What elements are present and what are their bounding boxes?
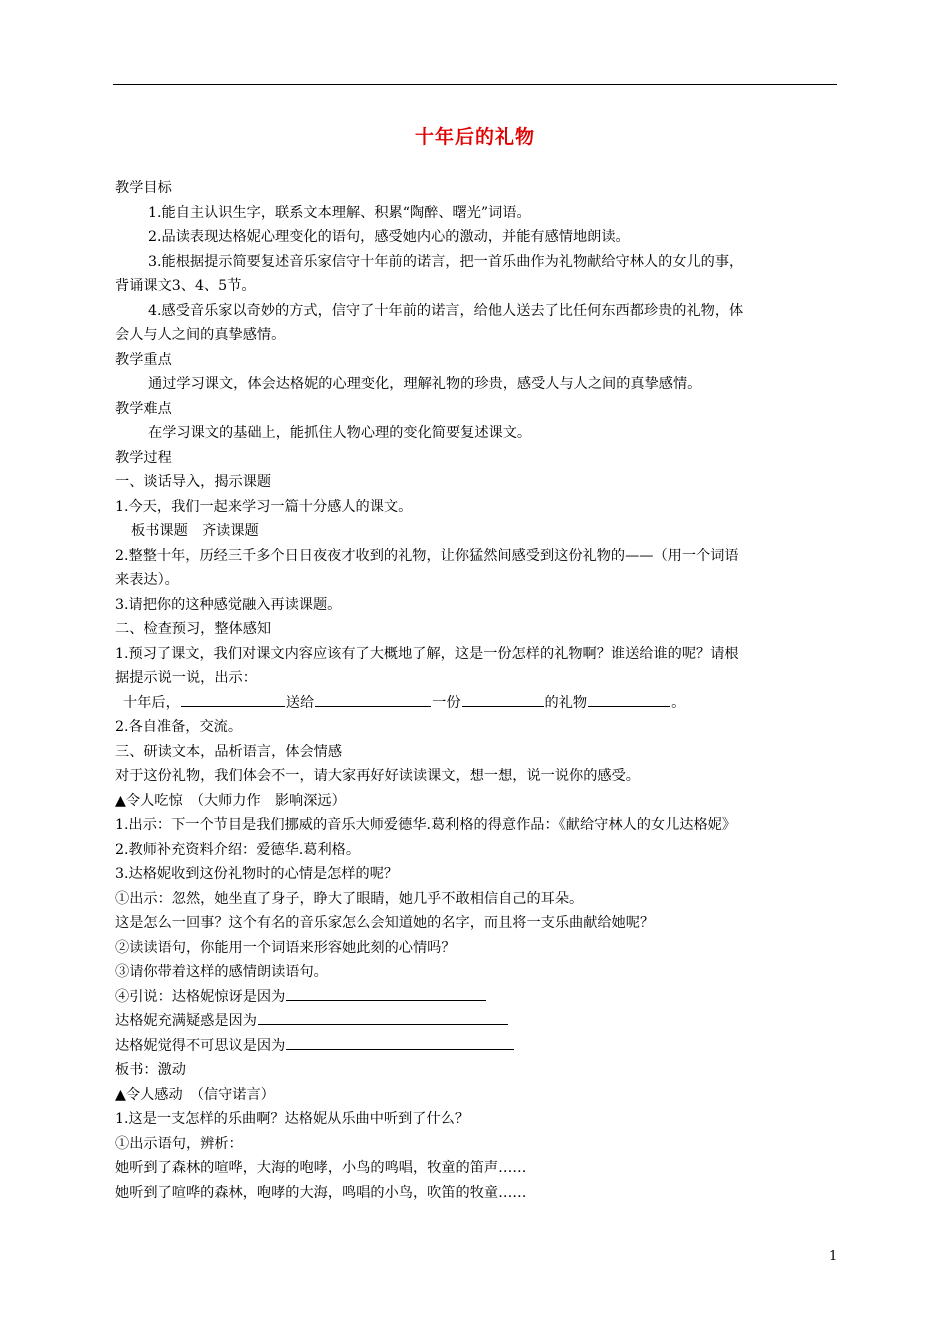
paragraph: 在学习课文的基础上，能抓住人物心理的变化简要复述课文。: [148, 425, 532, 441]
paragraph: 2.各自准备，交流。: [115, 719, 243, 735]
objective-item: 4.感受音乐家以奇妙的方式，信守了十年前的诺言，给他人送去了比任何东西都珍贵的礼物，体: [148, 302, 744, 319]
subsection-heading: 一、谈话导入，揭示课题: [115, 474, 272, 490]
fill-text: ④引说：达格妮惊讶是因为: [115, 988, 286, 1005]
paragraph: 1.今天，我们一起来学习一篇十分感人的课文。: [115, 498, 413, 515]
fill-in-line: [115, 1009, 839, 1034]
paragraph: ③请你带着这样的感情朗读语句。: [115, 964, 328, 980]
fill-blank: [286, 1035, 514, 1050]
page-title: 十年后的礼物: [414, 126, 535, 148]
fill-blank: [462, 692, 544, 707]
paragraph: 2.整整十年，历经三千多个日日夜夜才收到的礼物，让你猛然间感受到这份礼物的——（用一个词语: [115, 547, 739, 564]
paragraph: 板书：激动: [115, 1062, 186, 1078]
subsection-heading: 二、检查预习，整体感知: [115, 621, 272, 637]
fill-text: 达格妮充满疑惑是因为: [115, 1013, 257, 1029]
objective-item: 1.能自主认识生字，联系文本理解、积累“陶醉、曙光”词语。: [148, 204, 531, 221]
fill-text: 。: [671, 694, 686, 711]
paragraph: 板书课题 齐读课题: [131, 523, 259, 539]
fill-in-line: [115, 985, 839, 1010]
fill-blank: [258, 1010, 508, 1025]
paragraph: 通过学习课文，体会达格妮的心理变化，理解礼物的珍贵，感受人与人之间的真挚感情。: [148, 376, 702, 392]
objective-item-cont: 会人与人之间的真挚感情。: [115, 327, 286, 343]
objective-item: 2.品读表现达格妮心理变化的语句，感受她内心的激动，并能有感情地朗读。: [148, 229, 630, 245]
fill-text: 十年后，: [123, 694, 180, 711]
header-rule: [113, 84, 837, 85]
paragraph: ①出示语句，辨析：: [115, 1135, 243, 1152]
fill-text: 的礼物: [544, 694, 588, 711]
paragraph: 对于这份礼物，我们体会不一，请大家再好好读读课文，想一想，说一说你的感受。: [115, 768, 640, 784]
section-heading: 教学过程: [115, 449, 172, 466]
objective-item-cont: 背诵课文3、4、5节。: [115, 278, 256, 294]
paragraph: 3.请把你的这种感觉融入再读课题。: [115, 596, 342, 613]
document-body: [115, 176, 839, 1205]
section-heading: 教学重点: [115, 351, 172, 368]
page-number: 1: [829, 1249, 838, 1264]
paragraph: 来表达）。: [115, 572, 179, 588]
paragraph: 她听到了喧哗的森林，咆哮的大海，鸣唱的小鸟，吹笛的牧童……: [115, 1184, 527, 1201]
section-heading: 教学目标: [115, 180, 172, 196]
point-heading: ▲令人吃惊 （大师力作 影响深远）: [115, 792, 346, 809]
fill-text: 送给: [285, 694, 315, 711]
fill-blank: [588, 692, 670, 707]
fill-in-sentence: [115, 691, 839, 716]
paragraph: 她听到了森林的喧哗，大海的咆哮，小鸟的鸣唱，牧童的笛声……: [115, 1160, 527, 1176]
fill-text: 达格妮觉得不可思议是因为: [115, 1037, 286, 1054]
paragraph: ①出示：忽然，她坐直了身子，睁大了眼睛，她几乎不敢相信自己的耳朵。: [115, 890, 584, 907]
objective-item: 3.能根据提示简要复述音乐家信守十年前的诺言，把一首乐曲作为礼物献给守林人的女儿的事，: [148, 253, 744, 270]
fill-blank: [286, 986, 486, 1001]
fill-blank: [315, 692, 431, 707]
paragraph: ②读读语句，你能用一个词语来形容她此刻的心情吗？: [115, 939, 456, 956]
fill-blank: [181, 692, 285, 707]
section-heading: 教学难点: [115, 400, 172, 417]
paragraph: 据提示说一说，出示：: [115, 670, 257, 686]
paragraph: 3.达格妮收到这份礼物时的心情是怎样的呢？: [115, 866, 399, 882]
paragraph: 1.出示：下一个节目是我们挪威的音乐大师爱德华.葛利格的得意作品：《献给守林人的女儿达格妮》: [115, 817, 737, 833]
paragraph: 这是怎么一回事？这个有名的音乐家怎么会知道她的名字，而且将一支乐曲献给她呢？: [115, 915, 655, 931]
fill-in-line: [115, 1034, 839, 1059]
subsection-heading: 三、研读文本，品析语言，体会情感: [115, 743, 343, 760]
paragraph: 1.这是一支怎样的乐曲啊？达格妮从乐曲中听到了什么？: [115, 1111, 470, 1127]
point-heading: ▲令人感动 （信守诺言）: [115, 1086, 275, 1103]
paragraph: 2.教师补充资料介绍：爱德华.葛利格。: [115, 841, 361, 858]
paragraph: 1.预习了课文，我们对课文内容应该有了大概地了解，这是一份怎样的礼物啊？谁送给谁的呢？请根: [115, 645, 739, 662]
fill-text: 一份: [432, 694, 461, 711]
